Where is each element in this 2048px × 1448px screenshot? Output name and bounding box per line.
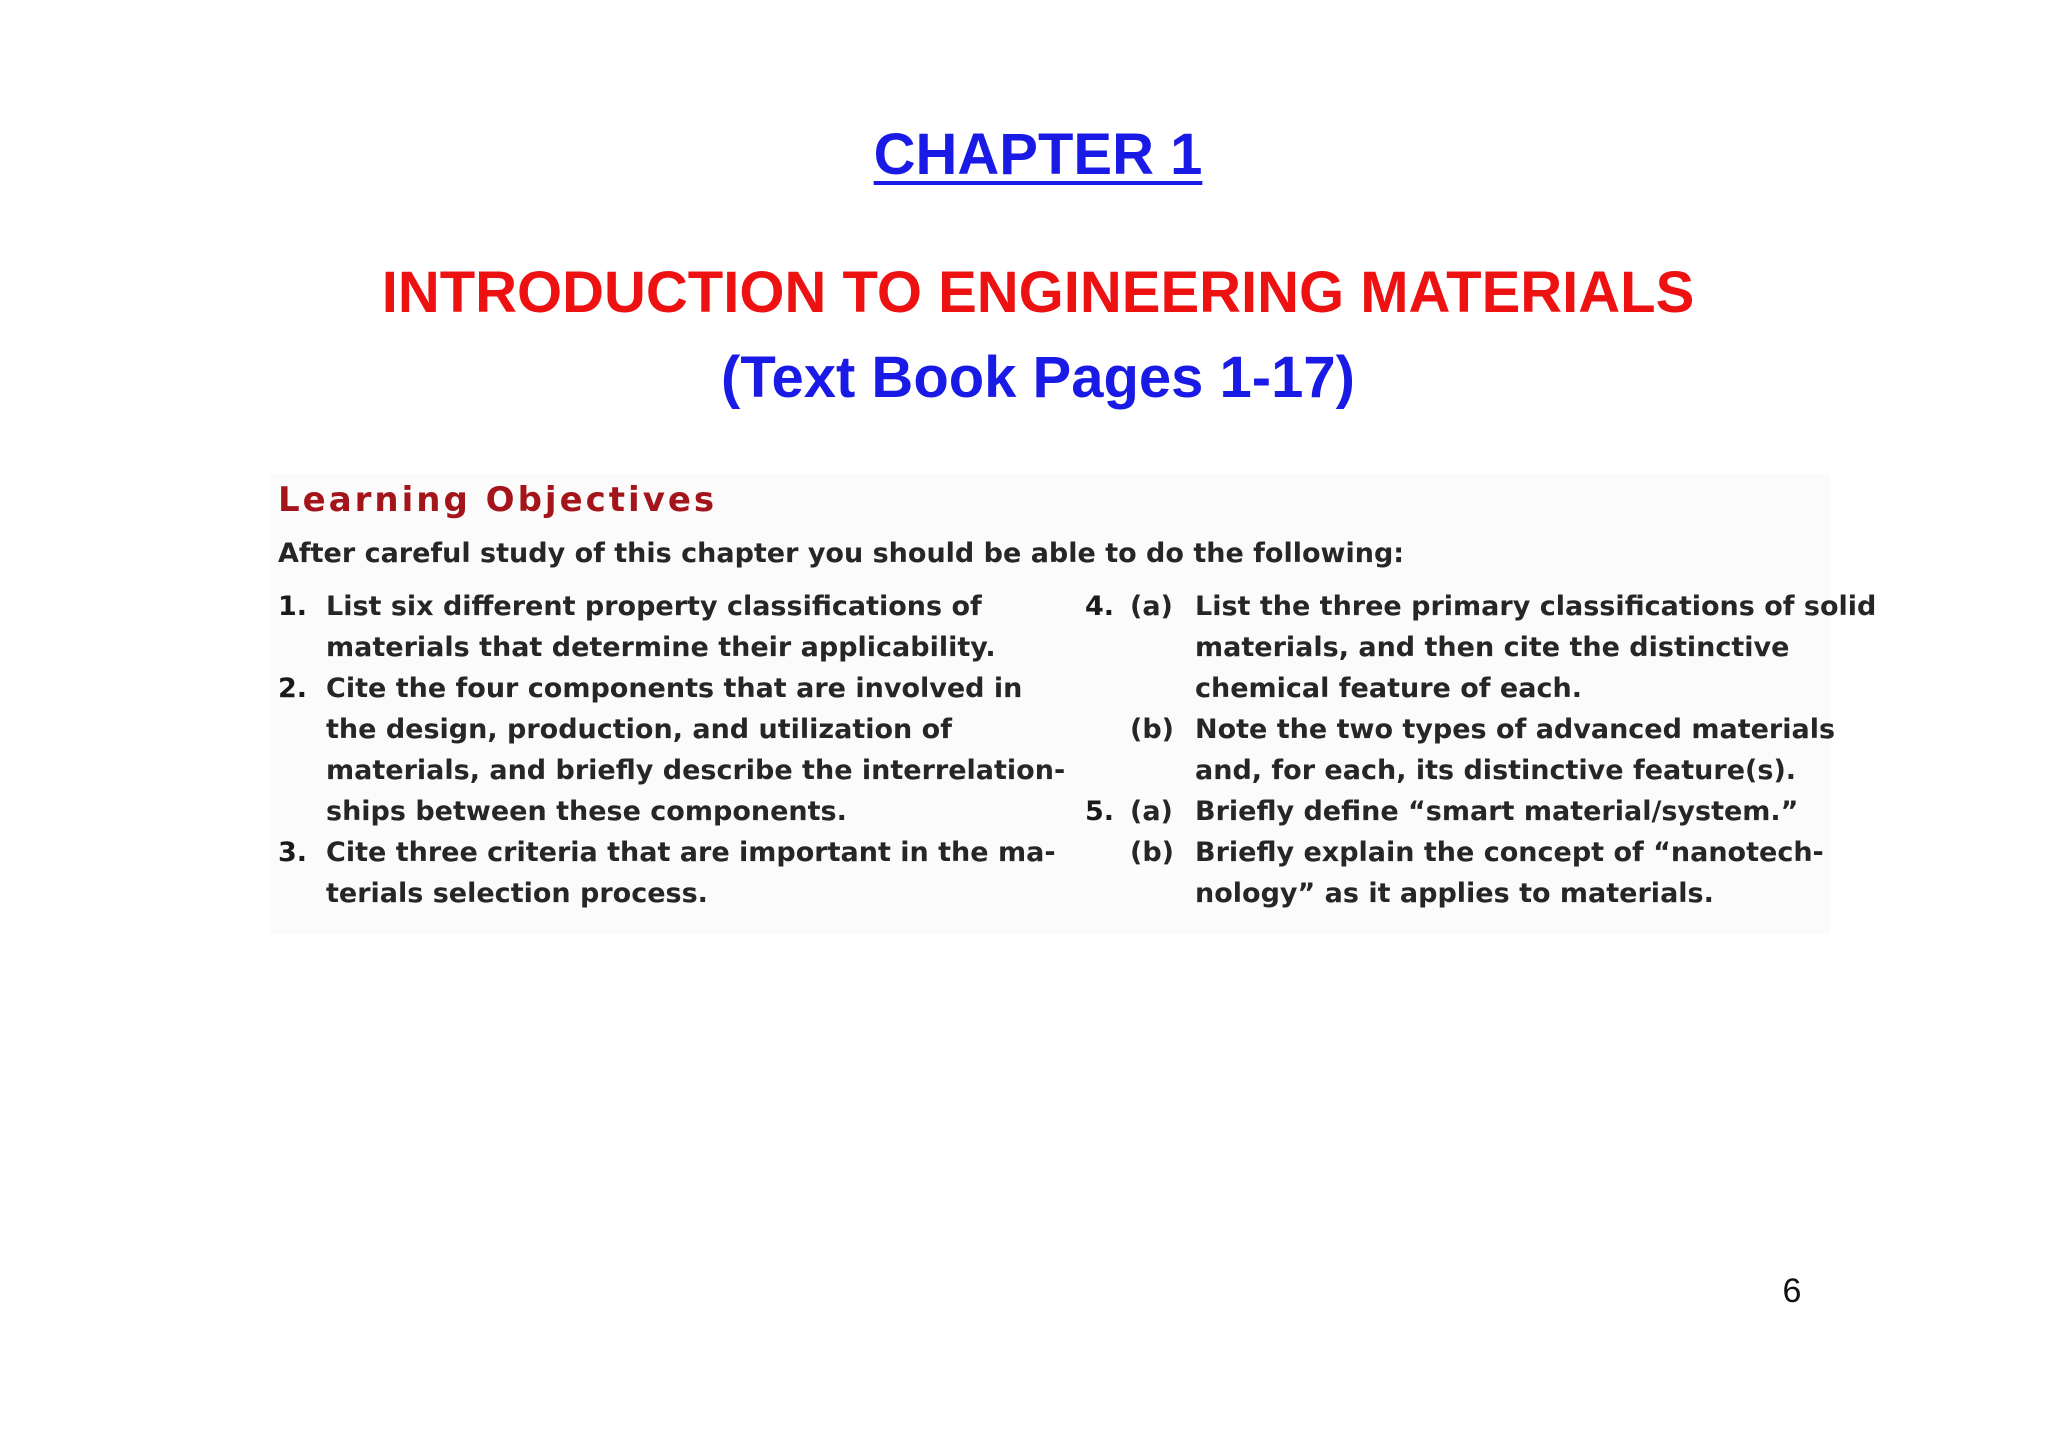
objective-line: materials that determine their applicability.	[326, 632, 996, 663]
objective-item-4	[1085, 586, 1877, 791]
objective-line: Briefly explain the concept of “nanotech-	[1195, 837, 1824, 868]
objective-subitem-label: (a)	[1130, 796, 1173, 827]
objective-line: terials selection process.	[326, 878, 708, 909]
objective-subitem	[1085, 586, 1877, 709]
objective-line: materials, and then cite the distinctive	[1195, 632, 1790, 663]
objective-line: and, for each, its distinctive feature(s).	[1195, 755, 1797, 786]
objective-line: Cite three criteria that are important in the ma-	[326, 837, 1056, 868]
learning-objectives-box	[270, 474, 1877, 934]
objective-line: the design, production, and utilization of	[326, 714, 952, 745]
objective-subitem-label: (b)	[1130, 714, 1175, 745]
objective-line: ships between these components.	[326, 796, 847, 827]
objective-subitem	[1085, 832, 1825, 914]
objectives-right-column	[1085, 586, 1877, 914]
objective-line: materials, and briefly describe the interrelation-	[326, 755, 1066, 786]
objective-line: chemical feature of each.	[1195, 673, 1582, 704]
objective-subitem	[1085, 791, 1825, 832]
objective-line: Briefly define “smart material/system.”	[1195, 796, 1799, 827]
objective-subitem-label: (a)	[1130, 591, 1173, 622]
objective-number: 5.	[1085, 796, 1115, 827]
chapter-subtitle: (Text Book Pages 1-17)	[721, 345, 1355, 410]
objectives-left-column	[278, 586, 1066, 914]
objective-line: List six different property classifications of	[326, 591, 982, 622]
objective-number: 4.	[1085, 591, 1115, 622]
chapter-title: CHAPTER 1	[873, 122, 1203, 187]
objective-line: List the three primary classifications of solid	[1195, 591, 1877, 622]
objective-number: 3.	[278, 837, 308, 868]
objective-item-1	[278, 586, 1038, 668]
objective-item-2	[278, 668, 1066, 832]
objective-line: Note the two types of advanced materials	[1195, 714, 1836, 745]
objective-subitem-label: (b)	[1130, 837, 1175, 868]
objective-number: 1.	[278, 591, 308, 622]
objective-item-5	[1085, 791, 1825, 914]
page-number: 6	[1782, 1272, 1802, 1310]
objective-subitem	[1085, 709, 1836, 791]
learning-objectives-intro: After careful study of this chapter you should be able to do the following:	[278, 538, 1405, 569]
learning-objectives-heading: Learning Objectives	[278, 480, 718, 520]
objective-number: 2.	[278, 673, 308, 704]
objective-item-3	[278, 832, 1056, 914]
objective-line: nology” as it applies to materials.	[1195, 878, 1714, 909]
chapter-main-title: INTRODUCTION TO ENGINEERING MATERIALS	[381, 260, 1695, 325]
objective-line: Cite the four components that are involved in	[326, 673, 1023, 704]
